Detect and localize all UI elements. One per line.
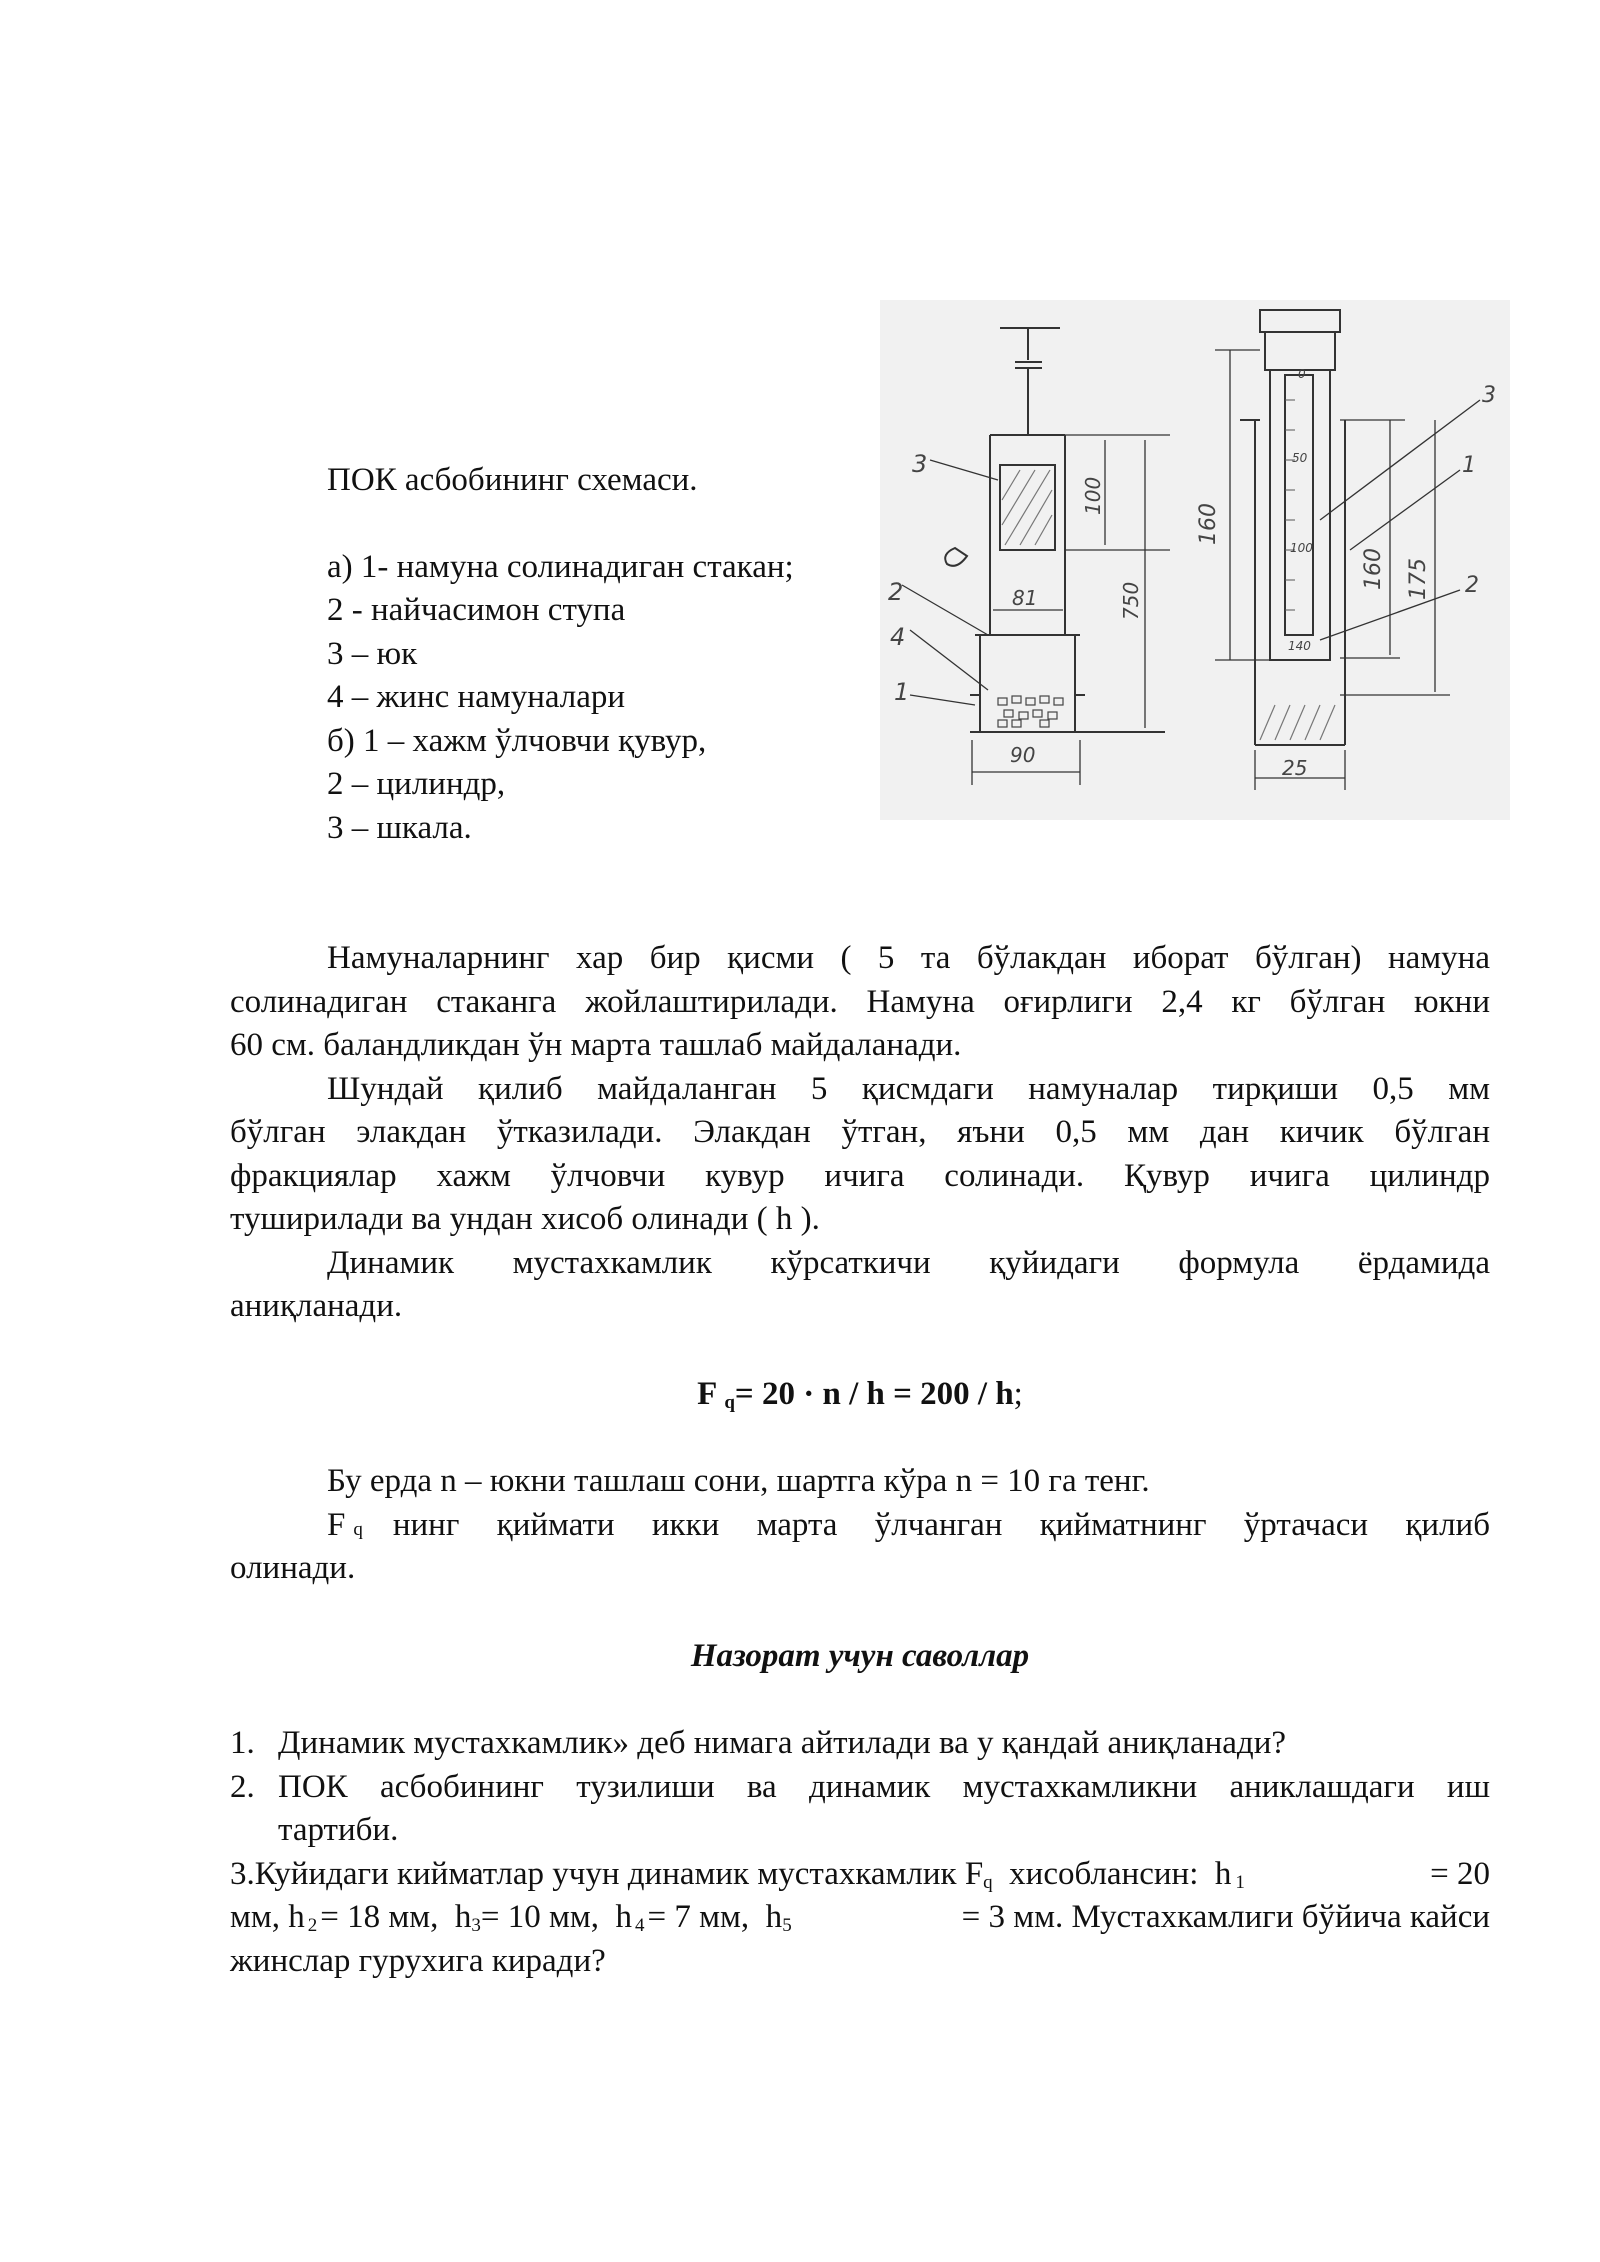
formula xyxy=(0,1373,1600,1417)
paragraph-2-line: бўлган элакдан ўтказилади. Элакдан ўтган, яъни 0,5 мм дан кичик бўлган xyxy=(230,1114,1490,1150)
caption-title: ПОК асбобининг схемаси. xyxy=(327,462,698,498)
cap-top xyxy=(1260,310,1340,332)
caption-item: а) 1- намуна солинадиган стакан; xyxy=(327,549,794,585)
caption-item: 4 – жинс намуналари xyxy=(327,679,626,715)
q3-text: хисоблансин: h xyxy=(992,1856,1232,1892)
paragraph-5-line: олинади. xyxy=(230,1550,356,1586)
paragraph-1-line: Намуналарнинг хар бир қисми ( 5 та бўлакдан иборат бўлган) намуна xyxy=(327,940,1490,976)
paragraph-4: Бу ерда n – юкни ташлаш сони, шартга кўра n = 10 га тенг. xyxy=(327,1463,1150,1499)
question-3-line xyxy=(230,1853,1490,1897)
apparatus-figure xyxy=(880,300,1510,820)
paragraph-3-line: Динамик мустахкамлик кўрсаткичи қуйидаги формула ёрдамида xyxy=(327,1245,1490,1281)
label-750: 750 xyxy=(1119,581,1143,620)
label-25: 25 xyxy=(1282,756,1308,780)
scale-100: 100 xyxy=(1290,541,1313,555)
questions-heading: Назорат учун саволлар xyxy=(690,1638,1030,1674)
q3-text: мм, h xyxy=(230,1899,305,1935)
paragraph-2-line: туширилади ва ундан хисоб олинади ( h ). xyxy=(230,1201,820,1237)
q3-text: 3.Куйидаги кийматлар учун динамик мустахкамлик F xyxy=(230,1856,984,1892)
paragraph-1-line: 60 см. баландликдан ўн марта ташлаб майдаланади. xyxy=(230,1027,962,1063)
paragraph-5-line: F q нинг қиймати икки марта ўлчанган қийматнинг ўртачаси қилиб xyxy=(327,1504,1490,1548)
q3-text: = 18 мм, h xyxy=(320,1899,472,1935)
p5-symbol: F xyxy=(327,1507,346,1543)
formula-lhs: F xyxy=(697,1376,717,1412)
scale-50: 50 xyxy=(1292,451,1308,465)
paragraph-3-line: аниқланади. xyxy=(230,1288,403,1324)
q3-subscript: 2 xyxy=(307,1915,318,1936)
q3-subscript: 5 xyxy=(782,1915,792,1936)
question-3-line xyxy=(230,1896,1490,1940)
label-1a: 1 xyxy=(894,678,910,706)
question-number: 2. xyxy=(230,1769,255,1805)
leader-3a xyxy=(930,460,998,480)
paragraph-1-line: солинадиган стаканга жойлаштирилади. Намуна оғирлиги 2,4 кг бўлган юкни xyxy=(230,984,1490,1020)
leader-2a xyxy=(902,585,988,635)
label-3b: 3 xyxy=(1482,383,1496,408)
caption-item: 3 – шкала. xyxy=(327,810,472,846)
p5-text: нинг қиймати икки марта ўлчанган қийматнинг ўртачаси қилиб xyxy=(392,1507,1490,1543)
q3-subscript: q xyxy=(983,1872,993,1893)
q3-subscript: 4 xyxy=(635,1915,645,1936)
q3-text: = 10 мм, h xyxy=(480,1899,633,1935)
q3-subscript: 1 xyxy=(1235,1872,1245,1893)
q3-text: = 20 xyxy=(1430,1856,1490,1892)
paragraph-2-line: фракциялар хажм ўлчовчи кувур ичига солинади. Қувур ичига цилиндр xyxy=(230,1158,1490,1194)
scale-140: 140 xyxy=(1288,639,1311,653)
leader-1b xyxy=(1350,470,1460,550)
label-160-left: 160 xyxy=(1196,503,1221,545)
scale-0: 0 xyxy=(1298,367,1306,381)
label-3a: 3 xyxy=(912,450,928,478)
caption-item: б) 1 – хажм ўлчовчи қувур, xyxy=(327,723,707,759)
label-175: 175 xyxy=(1406,558,1431,600)
formula-rhs: = 20 · n / h = 200 / h xyxy=(734,1376,1014,1412)
question-number: 1. xyxy=(230,1725,255,1761)
label-2b: 2 xyxy=(1465,573,1479,598)
cap-neck xyxy=(1265,332,1335,370)
sample-grains xyxy=(998,696,1063,727)
label-90: 90 xyxy=(1010,743,1036,767)
paragraph-2-line: Шундай қилиб майдаланган 5 қисмдаги намуналар тирқиши 0,5 мм xyxy=(327,1071,1490,1107)
label-4a: 4 xyxy=(890,623,906,651)
formula-subscript: q xyxy=(724,1392,735,1413)
caption-item: 2 - найчасимон ступа xyxy=(327,592,626,628)
scale xyxy=(1285,375,1313,635)
question-3-line: жинслар гурухига киради? xyxy=(230,1943,606,1979)
leader-1a xyxy=(910,695,975,705)
caption-item: 2 – цилиндр, xyxy=(327,766,506,802)
label-81: 81 xyxy=(1012,586,1038,610)
q3-text: = 3 мм. Мустахкамлиги бўйича кайси xyxy=(961,1899,1490,1935)
caption-item: 3 – юк xyxy=(327,636,418,672)
cylinder xyxy=(1270,370,1330,660)
leader-4a xyxy=(910,630,988,690)
q3-subscript: 3 xyxy=(471,1915,481,1936)
label-1b: 1 xyxy=(1462,453,1476,478)
formula-end: ; xyxy=(1013,1376,1023,1412)
weight-tag xyxy=(945,548,967,566)
question-1: Динамик мустахкамлик» деб нимага айтилади ва у қандай аниқланади? xyxy=(278,1725,1287,1761)
apparatus-drawing xyxy=(880,300,1510,820)
label-100: 100 xyxy=(1081,476,1105,515)
question-2-line: ПОК асбобининг тузилиши ва динамик мустахкамликни аниклашдаги иш xyxy=(278,1769,1490,1805)
label-160-right: 160 xyxy=(1361,548,1386,590)
q3-text: = 7 мм, h xyxy=(647,1899,783,1935)
question-2-line: тартиби. xyxy=(278,1812,399,1848)
label-2a: 2 xyxy=(888,578,904,606)
